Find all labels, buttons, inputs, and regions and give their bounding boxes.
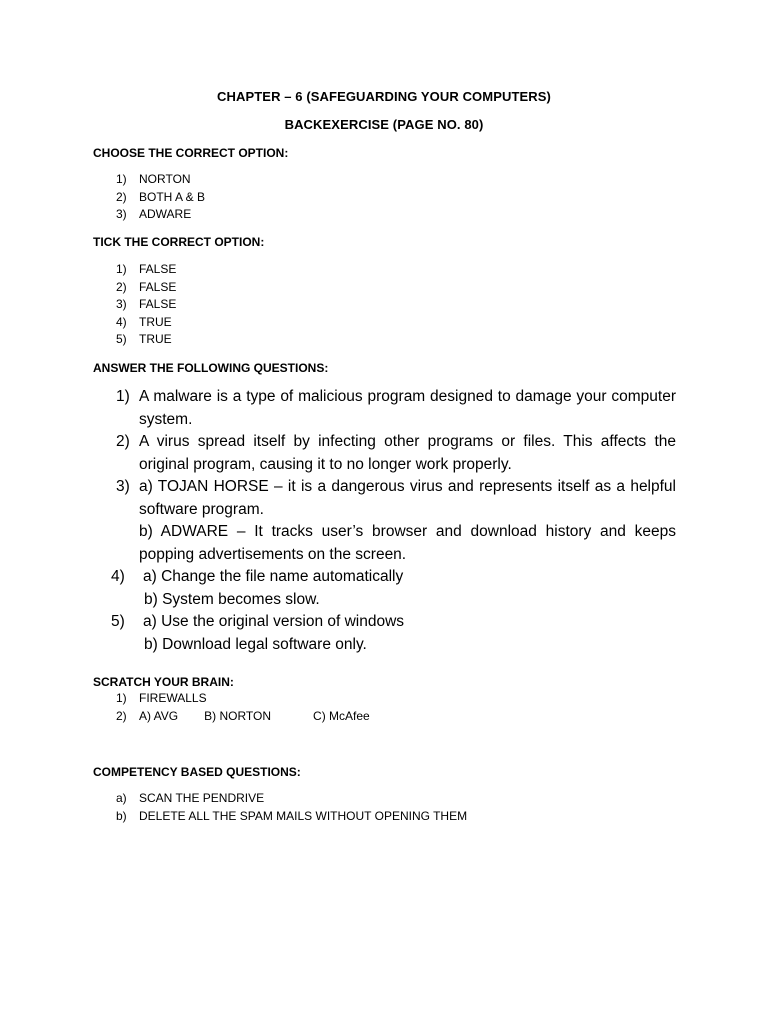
list-item (116, 189, 205, 207)
section-heading-tick: TICK THE CORRECT OPTION: (93, 235, 265, 249)
antivirus-option-c: C) McAfee (313, 708, 370, 723)
answer-item-4-b: b) System becomes slow. (144, 590, 320, 608)
answer-item-5-b: b) Download legal software only. (144, 635, 367, 653)
list-text: FALSE (139, 279, 177, 294)
section-heading-answer: ANSWER THE FOLLOWING QUESTIONS: (93, 361, 329, 375)
list-item (116, 206, 205, 224)
list-number: 1) (116, 388, 130, 405)
list-number: b) (116, 808, 127, 823)
antivirus-option-a: A) AVG (139, 708, 179, 723)
list-item (116, 808, 467, 826)
answer-text-a: a) Change the file name automatically (143, 568, 404, 585)
list-number: 1) (116, 172, 127, 186)
list-number: 4) (111, 568, 125, 585)
list-number: 1) (116, 691, 127, 705)
answer-text-a: a) TOJAN HORSE – it is a dangerous virus and represents itself as a helpful software program. (139, 478, 676, 518)
list-text: TRUE (139, 314, 172, 329)
list-number: 4) (116, 314, 127, 329)
list-text: FALSE (139, 297, 177, 312)
section-heading-scratch: SCRATCH YOUR BRAIN: (93, 675, 234, 689)
answer-item-5 (111, 611, 676, 634)
competency-list (116, 790, 467, 825)
section-heading-choose: CHOOSE THE CORRECT OPTION: (93, 146, 289, 160)
choose-option-list (116, 171, 205, 224)
list-item (116, 171, 205, 189)
answer-item-1 (116, 386, 676, 431)
list-item (116, 296, 176, 314)
list-number: 5) (116, 332, 127, 347)
list-item (116, 690, 370, 708)
list-number: 2) (116, 279, 127, 294)
list-number: 3) (116, 478, 130, 495)
list-text: NORTON (139, 172, 191, 186)
list-text: ADWARE (139, 207, 192, 222)
list-number: 3) (116, 207, 127, 222)
answer-question-list (111, 386, 676, 656)
answer-item-2 (116, 431, 676, 476)
antivirus-option-b: B) NORTON (204, 708, 272, 723)
list-number: 5) (111, 613, 125, 630)
list-number: a) (116, 791, 127, 805)
list-number: 2) (116, 189, 127, 204)
page-title: CHAPTER – 6 (SAFEGUARDING YOUR COMPUTERS) (217, 89, 551, 104)
answer-item-3-b: b) ADWARE – It tracks user’s browser and download history and keeps popping advertisements on the screen. (139, 523, 676, 563)
section-heading-competency: COMPETENCY BASED QUESTIONS: (93, 765, 301, 779)
answer-text: A malware is a type of malicious program designed to damage your computer system. (139, 388, 676, 428)
list-text: FALSE (139, 262, 177, 276)
scratch-list (116, 690, 370, 725)
list-text: FIREWALLS (139, 691, 207, 705)
list-number: 3) (116, 297, 127, 312)
page-subtitle: BACKEXERCISE (PAGE NO. 80) (284, 117, 484, 132)
list-item (116, 790, 467, 808)
list-item (116, 314, 176, 332)
list-item (116, 708, 370, 726)
answer-text-a: a) Use the original version of windows (143, 613, 405, 630)
list-number: 2) (116, 433, 130, 450)
list-text: BOTH A & B (139, 189, 206, 204)
list-text: TRUE (139, 332, 172, 347)
list-text: DELETE ALL THE SPAM MAILS WITHOUT OPENING THEM (139, 808, 468, 823)
list-text: SCAN THE PENDRIVE (139, 791, 265, 805)
list-item (116, 279, 176, 297)
answer-item-4 (111, 566, 676, 589)
answer-text: A virus spread itself by infecting other programs or files. This affects the original program, causing it to no longer work properly. (139, 433, 676, 473)
tick-option-list (116, 261, 176, 349)
list-number: 1) (116, 262, 127, 276)
list-item (116, 261, 176, 279)
list-item (116, 331, 176, 349)
answer-item-3 (116, 476, 676, 521)
list-number: 2) (116, 708, 127, 723)
